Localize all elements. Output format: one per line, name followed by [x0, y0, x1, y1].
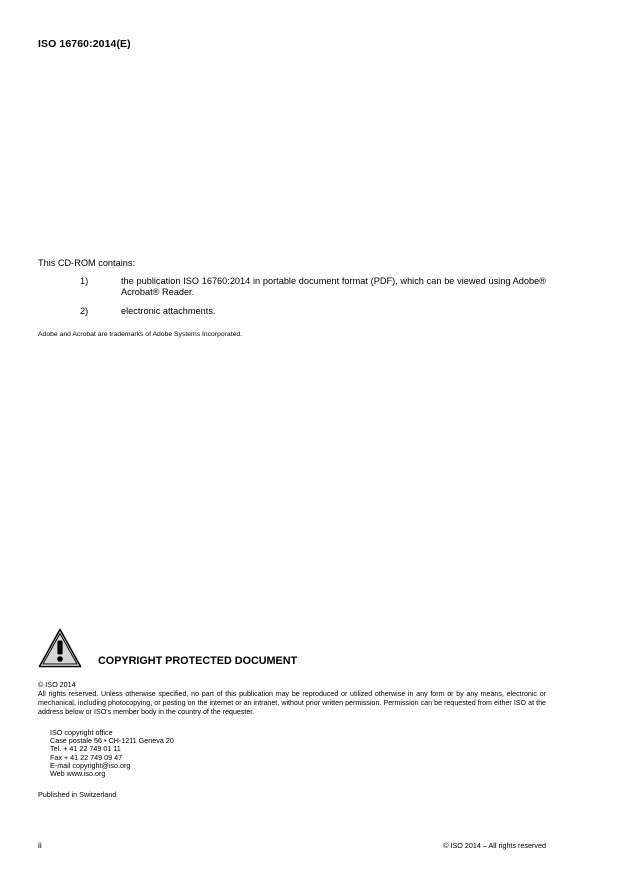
- copyright-heading: COPYRIGHT PROTECTED DOCUMENT: [98, 655, 298, 667]
- address-line: Web www.iso.org: [50, 769, 106, 779]
- page-number: ii: [38, 840, 42, 850]
- warning-icon: [38, 628, 82, 668]
- list-item-number: 1): [80, 276, 89, 286]
- list-item-text: electronic attachments.: [121, 306, 216, 316]
- copyright-line: © ISO 2014: [38, 680, 76, 689]
- published-location: Published in Switzerland: [38, 790, 117, 799]
- address-line: Case postale 56 • CH-1211 Geneva 20: [50, 736, 174, 746]
- list-item: [38, 306, 546, 318]
- address-line: ISO copyright office: [50, 728, 113, 737]
- footer-copyright: © ISO 2014 – All rights reserved: [443, 841, 546, 850]
- list-item: [38, 276, 546, 300]
- address-line: E-mail copyright@iso.org: [50, 760, 131, 770]
- copyright-body: All rights reserved. Unless otherwise specified, no part of this publication may be reproduced or utilized otherwise in any form or by any means, electronic or mechanical, including photocopying, or posting on the internet or an intranet, without prior written permission. Permission can be requested from either ISO at the address below or ISO's member body in the country of the requester.: [38, 690, 546, 716]
- cdrom-intro: This CD-ROM contains:: [38, 258, 135, 268]
- copyright-office-address: [50, 729, 174, 778]
- document-id: ISO 16760:2014(E): [38, 38, 131, 50]
- list-item-number: 2): [80, 306, 89, 316]
- address-line: Fax + 41 22 749 09 47: [50, 752, 123, 762]
- address-line: Tel. + 41 22 749 01 11: [50, 744, 121, 754]
- trademark-notice: Adobe and Acrobat are trademarks of Adobe Systems Incorporated.: [38, 331, 243, 338]
- list-item-text: the publication ISO 16760:2014 in portable document format (PDF), which can be viewed using Adobe® Acrobat® Reader.: [121, 276, 546, 297]
